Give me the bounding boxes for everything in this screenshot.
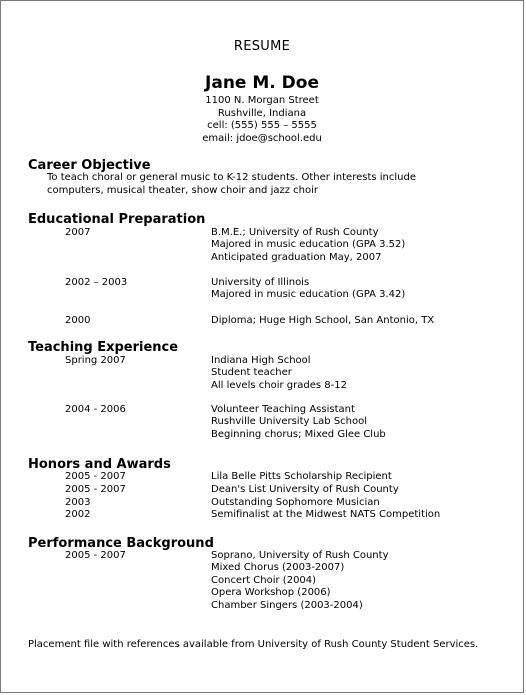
detail-line: Dean's List University of Rush County	[211, 484, 399, 495]
honors-heading: Honors and Awards	[28, 457, 171, 472]
city-state: Rushville, Indiana	[217, 107, 307, 119]
entry-date: 2005 - 2007	[65, 484, 126, 495]
entry-date: Spring 2007	[65, 355, 126, 366]
entry-details	[211, 277, 405, 302]
placement-file-note: Placement file with references available from University of Rush County Student Services.	[28, 639, 479, 650]
detail-line: University of Illinois	[211, 277, 310, 288]
detail-line: All levels choir grades 8-12	[211, 379, 347, 391]
contact-block	[1, 95, 523, 145]
cell-phone: cell: (555) 555 – 5555	[207, 120, 317, 131]
education-heading: Educational Preparation	[28, 212, 206, 227]
detail-line: B.M.E.; University of Rush County	[211, 227, 379, 238]
detail-line: Majored in music education (GPA 3.52)	[211, 239, 406, 251]
performance-heading: Performance Background	[28, 536, 214, 551]
entry-date: 2007	[65, 227, 91, 238]
detail-line: Chamber Singers (2003-2004)	[211, 599, 363, 611]
teaching-heading: Teaching Experience	[28, 340, 179, 355]
detail-line: Majored in music education (GPA 3.42)	[211, 289, 406, 301]
detail-line: Beginning chorus; Mixed Glee Club	[211, 428, 386, 440]
entry-date: 2005 - 2007	[65, 550, 126, 561]
detail-line: Indiana High School	[211, 355, 311, 366]
detail-line: Student teacher	[211, 367, 292, 379]
email-address: email: jdoe@school.edu	[202, 132, 322, 144]
entry-details	[211, 509, 440, 521]
entry-date: 2004 - 2006	[65, 404, 126, 415]
detail-line: Mixed Chorus (2003-2007)	[211, 562, 345, 574]
entry-details	[211, 404, 386, 441]
detail-line: Opera Workshop (2006)	[211, 587, 331, 599]
entry-date: 2002 – 2003	[65, 277, 128, 288]
entry-date: 2003	[65, 497, 91, 508]
entry-date: 2005 - 2007	[65, 471, 126, 482]
detail-line: Semifinalist at the Midwest NATS Competition	[211, 509, 441, 520]
entry-details	[211, 315, 434, 327]
street-address: 1100 N. Morgan Street	[205, 95, 319, 106]
document-title: RESUME	[233, 39, 291, 54]
entry-details	[211, 227, 405, 264]
entry-details	[211, 550, 389, 612]
detail-line: Anticipated graduation May, 2007	[211, 251, 382, 263]
detail-line: Concert Choir (2004)	[211, 574, 317, 586]
objective-line: To teach choral or general music to K-12 students. Other interests include	[47, 172, 416, 183]
entry-date: 2002	[65, 509, 91, 520]
objective-line: computers, musical theater, show choir and jazz choir	[47, 184, 318, 196]
detail-line: Soprano, University of Rush County	[211, 550, 389, 561]
detail-line: Outstanding Sophomore Musician	[211, 497, 380, 508]
entry-details	[211, 484, 399, 496]
detail-line: Diploma; Huge High School, San Antonio, TX	[211, 315, 435, 326]
career-objective-heading: Career Objective	[28, 158, 151, 173]
career-objective-text	[47, 172, 467, 197]
entry-details	[211, 497, 380, 509]
detail-line: Lila Belle Pitts Scholarship Recipient	[211, 471, 392, 482]
entry-details	[211, 355, 347, 392]
applicant-name: Jane M. Doe	[205, 73, 319, 93]
detail-line: Volunteer Teaching Assistant	[211, 404, 355, 415]
entry-details	[211, 471, 392, 483]
detail-line: Rushville University Lab School	[211, 416, 368, 428]
entry-date: 2000	[65, 315, 91, 326]
